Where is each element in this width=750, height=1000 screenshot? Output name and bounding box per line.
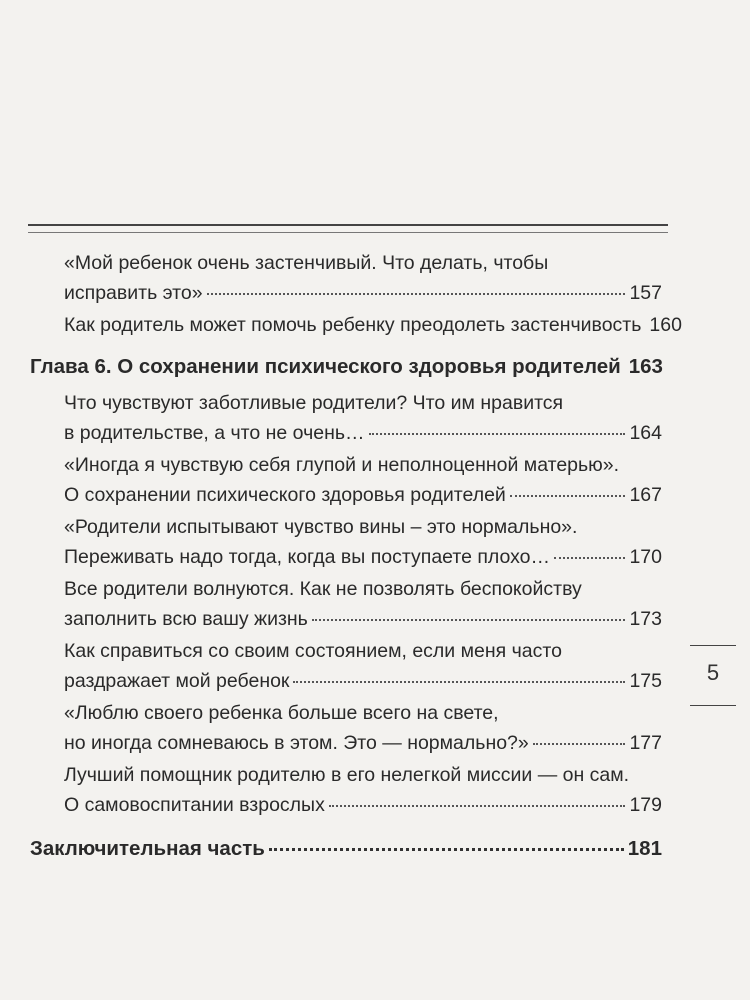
toc-entry-title-line: Лучший помощник родителю в его нелегкой миссии — он сам.	[64, 764, 630, 786]
dot-leader	[554, 556, 625, 559]
toc-entry	[30, 512, 662, 572]
toc-entry-last-line	[64, 666, 662, 696]
toc-page-number: 160	[649, 314, 682, 336]
toc-entry-title: исправить это»	[64, 282, 203, 304]
dot-leader	[312, 618, 626, 621]
toc-page-number: 157	[629, 282, 662, 304]
toc-page-number: 173	[629, 608, 662, 630]
toc-entry	[30, 698, 662, 758]
table-of-contents	[30, 248, 682, 864]
toc-page-number: 175	[629, 670, 662, 692]
toc-entry-title-line: Все родители волнуются. Как не позволять беспокойству	[64, 578, 582, 600]
toc-page-number: 167	[629, 484, 662, 506]
toc-final-section	[30, 834, 662, 864]
folio-rule-bottom	[690, 705, 736, 706]
dot-leader	[269, 847, 624, 851]
toc-entry-last-line	[64, 278, 662, 308]
toc-entry-last-line	[64, 418, 662, 448]
toc-entry-last-line	[64, 310, 682, 340]
toc-entry-title: О сохранении психического здоровья родителей	[64, 484, 506, 506]
toc-entry-title: Переживать надо тогда, когда вы поступаете плохо…	[64, 546, 550, 568]
toc-entry-last-line	[30, 352, 662, 382]
toc-entry-title-line: Что чувствуют заботливые родители? Что им нравится	[64, 392, 564, 414]
toc-entry-title: раздражает мой ребенок	[64, 670, 290, 692]
toc-entry-last-line	[64, 790, 662, 820]
dot-leader	[369, 432, 626, 435]
toc-entry-title: Глава 6. О сохранении психического здоровья родителей	[30, 355, 621, 378]
dot-leader	[329, 804, 626, 807]
toc-entry-title-line: «Мой ребенок очень застенчивый. Что делать, чтобы	[64, 252, 549, 274]
dot-leader	[293, 680, 625, 683]
toc-entry-last-line	[64, 728, 662, 758]
toc-entry	[30, 450, 662, 510]
toc-page-number: 164	[629, 422, 662, 444]
toc-entry-last-line	[64, 480, 662, 510]
toc-entry-title: в родительстве, а что не очень…	[64, 422, 365, 444]
toc-entry	[30, 636, 662, 696]
dot-leader	[207, 292, 626, 295]
header-rule	[28, 224, 668, 226]
toc-page-number: 163	[628, 355, 663, 378]
toc-entry	[30, 310, 682, 340]
toc-entry	[30, 760, 662, 820]
toc-entry-last-line	[30, 834, 662, 864]
toc-entry-last-line	[64, 542, 662, 572]
dot-leader	[510, 494, 626, 497]
toc-entry-last-line	[64, 604, 662, 634]
page-number: 5	[706, 660, 720, 685]
header-rule-thin	[28, 232, 668, 233]
toc-entry	[30, 388, 662, 448]
toc-entry-title: Как родитель может помочь ребенку преодолеть застенчивость	[64, 314, 642, 336]
toc-entry-title-line: Как справиться со своим состоянием, если меня часто	[64, 640, 562, 662]
toc-entry-title: но иногда сомневаюсь в этом. Это — нормально?»	[64, 732, 529, 754]
toc-entry-title-line: «Люблю своего ребенка больше всего на свете,	[64, 702, 499, 724]
toc-entry-title: Заключительная часть	[30, 837, 265, 860]
toc-page-number: 179	[629, 794, 662, 816]
toc-entry	[30, 248, 662, 308]
toc-page-number: 177	[629, 732, 662, 754]
toc-entry-title: заполнить всю вашу жизнь	[64, 608, 308, 630]
toc-page-number: 170	[629, 546, 662, 568]
dot-leader	[533, 742, 626, 745]
toc-entry	[30, 574, 662, 634]
toc-entry-title: О самовоспитании взрослых	[64, 794, 325, 816]
toc-chapter	[30, 352, 662, 382]
toc-entry-title-line: «Родители испытывают чувство вины – это нормально».	[64, 516, 578, 538]
toc-entry-title-line: «Иногда я чувствую себя глупой и неполноценной матерью».	[64, 454, 620, 476]
toc-page-number: 181	[627, 837, 662, 860]
folio-rule-top	[690, 645, 736, 646]
